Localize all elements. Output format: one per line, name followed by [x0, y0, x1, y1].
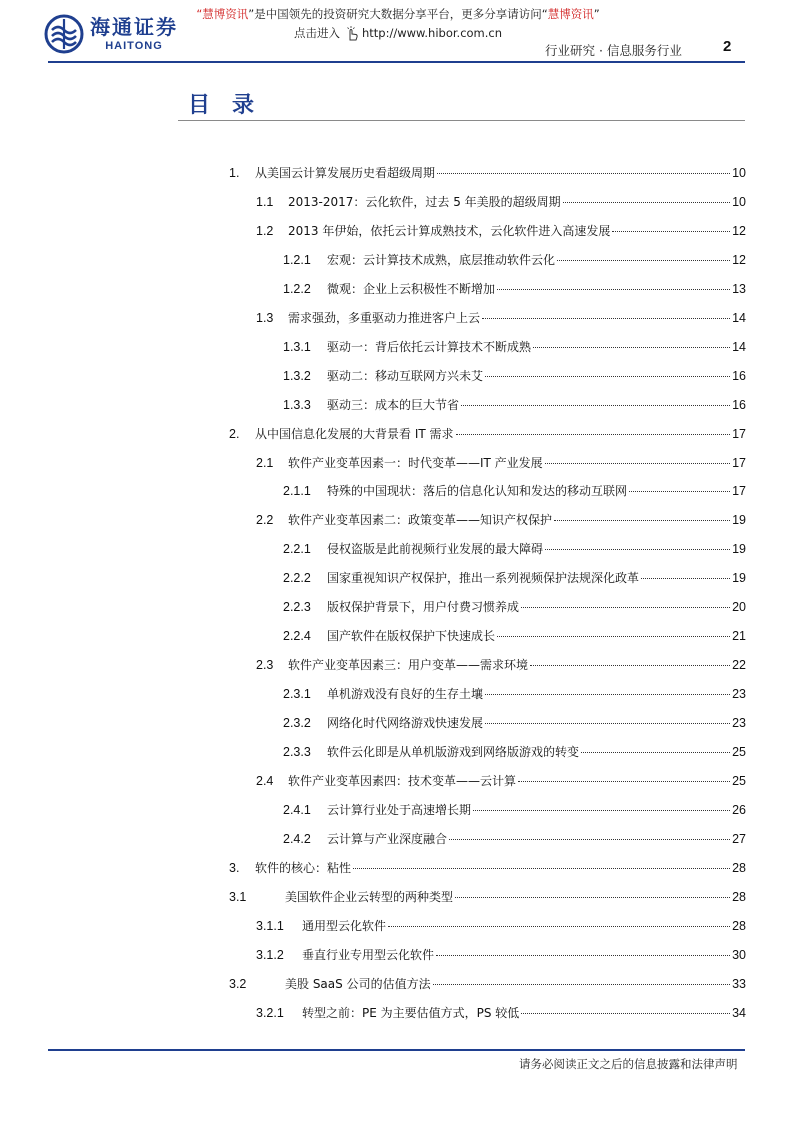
- toc-entry-page: 19: [732, 513, 746, 528]
- toc-entry-title: 驱动三：成本的巨大节省: [327, 397, 460, 412]
- logo-chinese-name: 海通证券: [90, 15, 178, 39]
- toc-entry[interactable]: [256, 656, 746, 678]
- toc-entry[interactable]: [256, 193, 746, 215]
- toc-entry-title: 云计算行业处于高速增长期: [327, 802, 472, 817]
- toc-entry[interactable]: [283, 367, 746, 389]
- toc-leader-dots: [485, 723, 730, 724]
- toc-leader-dots: [533, 347, 730, 348]
- toc-entry-title: 微观：企业上云积极性不断增加: [327, 281, 496, 296]
- toc-entry-page: 17: [732, 455, 746, 470]
- toc-entry[interactable]: [256, 309, 746, 331]
- toc-entry[interactable]: [283, 685, 746, 707]
- toc-leader-dots: [456, 434, 731, 435]
- toc-entry-title: 宏观：云计算技术成熟，底层推动软件云化: [327, 252, 556, 267]
- toc-entry[interactable]: [256, 917, 746, 939]
- toc-entry[interactable]: [283, 598, 746, 620]
- toc-entry[interactable]: [283, 743, 746, 765]
- toc-entry-title: 软件的核心：粘性: [255, 860, 352, 875]
- toc-leader-dots: [641, 578, 730, 579]
- toc-entry-number: 2.2.2: [283, 571, 311, 586]
- toc-entry[interactable]: [229, 164, 746, 186]
- report-section-label: 行业研究 · 信息服务行业: [545, 43, 682, 58]
- toc-entry-title: 从美国云计算发展历史看超级周期: [255, 166, 436, 180]
- page-number: 2: [723, 38, 732, 55]
- toc-entry[interactable]: [283, 801, 746, 823]
- toc-entry-page: 12: [732, 252, 746, 267]
- toc-entry-number: 2.1: [256, 455, 274, 470]
- toc-entry-page: 20: [732, 600, 746, 615]
- toc-entry-number: 2.4.1: [283, 802, 311, 817]
- link-prefix: 点击进入: [294, 26, 340, 40]
- toc-leader-dots: [497, 636, 730, 637]
- toc-entry-number: 2.3.3: [283, 745, 311, 759]
- banner-brand-2: 慧博资讯: [547, 7, 594, 21]
- toc-entry[interactable]: [283, 540, 746, 562]
- toc-entry[interactable]: [256, 511, 746, 533]
- toc-entry[interactable]: [283, 251, 746, 273]
- toc-entry-title: 软件产业变革因素四：技术变革——云计算: [288, 773, 517, 788]
- toc-entry[interactable]: [283, 482, 746, 504]
- toc-entry-page: 34: [732, 1005, 746, 1020]
- toc-entry-page: 10: [732, 194, 746, 209]
- toc-entry[interactable]: [256, 772, 746, 794]
- toc-leader-dots: [455, 897, 730, 898]
- toc-entry-title: 通用型云化软件: [302, 918, 387, 933]
- toc-leader-dots: [518, 781, 730, 782]
- toc-entry-page: 14: [732, 339, 746, 354]
- toc-entry-number: 2.4: [256, 773, 274, 788]
- toc-entry-page: 26: [732, 802, 746, 817]
- toc-entry[interactable]: [283, 830, 746, 852]
- toc-entry-number: 1.3.2: [283, 368, 311, 383]
- toc-entry-number: 2.2.4: [283, 629, 311, 644]
- toc-entry[interactable]: [256, 222, 746, 244]
- toc-entry[interactable]: [229, 425, 746, 447]
- toc-leader-dots: [482, 318, 730, 319]
- toc-leader-dots: [433, 984, 731, 985]
- toc-entry-page: 28: [732, 860, 746, 875]
- toc-entry[interactable]: [256, 946, 746, 968]
- toc-entry-number: 2.3.2: [283, 716, 311, 731]
- toc-entry-number: 1.2.2: [283, 281, 311, 296]
- toc-leader-dots: [521, 607, 730, 608]
- toc-leader-dots: [629, 491, 730, 492]
- toc-leader-dots: [461, 405, 730, 406]
- toc-entry-title: 美国软件企业云转型的两种类型: [285, 889, 454, 904]
- banner-text: ”是中国领先的投资研究大数据分享平台，更多分享请访问“: [248, 7, 548, 21]
- toc-entry-number: 3.1.2: [256, 947, 284, 962]
- toc-entry-title: 美股 SaaS 公司的估值方法: [285, 976, 431, 991]
- toc-leader-dots: [521, 1013, 730, 1014]
- link-url[interactable]: http://www.hibor.com.cn: [362, 26, 503, 40]
- toc-leader-dots: [612, 231, 730, 232]
- toc-entry-page: 30: [732, 947, 746, 962]
- banner-brand: 慧博资讯: [202, 7, 249, 21]
- toc-entry-title: 云计算与产业深度融合: [327, 831, 448, 846]
- toc-entry-title: 单机游戏没有良好的生存土壤: [327, 687, 484, 702]
- toc-entry-page: 28: [732, 918, 746, 933]
- toc-entry-number: 1.3.3: [283, 397, 311, 412]
- toc-leader-dots: [497, 289, 730, 290]
- toc-entry-page: 17: [732, 484, 746, 499]
- toc-title: 目录: [188, 93, 277, 118]
- toc-entry-title: 转型之前：PE 为主要估值方式，PS 较低: [302, 1005, 520, 1020]
- toc-entry[interactable]: [229, 859, 746, 881]
- toc-leader-dots: [437, 173, 730, 174]
- toc-entry-title: 垂直行业专用型云化软件: [302, 947, 435, 962]
- toc-entry-number: 2.2.1: [283, 542, 311, 557]
- toc-entry-page: 17: [732, 426, 746, 441]
- toc-entry-title: 软件产业变革因素二：政策变革——知识产权保护: [288, 513, 553, 528]
- toc-entry-number: 1.2: [256, 223, 274, 238]
- toc-entry-title: 软件产业变革因素一：时代变革——IT 产业发展: [288, 455, 543, 470]
- toc-leader-dots: [388, 926, 730, 927]
- toc-leader-dots: [485, 694, 730, 695]
- toc-entry-number: 2.2.3: [283, 600, 311, 615]
- toc-entry-title: 软件云化即是从单机版游戏到网络版游戏的转变: [327, 745, 580, 759]
- toc-entry-page: 19: [732, 542, 746, 557]
- toc-entry-number: 1.2.1: [283, 252, 311, 267]
- toc-entry[interactable]: [283, 569, 746, 591]
- toc-leader-dots: [545, 549, 730, 550]
- toc-leader-dots: [545, 463, 730, 464]
- toc-entry-number: 2.1.1: [283, 484, 311, 499]
- toc-entry-title: 需求强劲，多重驱动力推进客户上云: [288, 310, 481, 325]
- toc-entry-number: 2.3: [256, 658, 274, 673]
- toc-entry-title: 特殊的中国现状：落后的信息化认知和发达的移动互联网: [327, 484, 628, 499]
- toc-entry[interactable]: [283, 627, 746, 649]
- toc-entry[interactable]: [283, 280, 746, 302]
- toc-entry-page: 25: [732, 745, 746, 759]
- toc-entry-title: 国家重视知识产权保护，推出一系列视频保护法规深化政革: [327, 571, 640, 586]
- toc-leader-dots: [449, 839, 730, 840]
- toc-entry-number: 3.1: [229, 889, 247, 904]
- toc-entry-title: 国产软件在版权保护下快速成长: [327, 629, 496, 644]
- banner-quote-close: ”: [593, 7, 600, 21]
- toc-entry-number: 3.2.1: [256, 1005, 284, 1020]
- toc-entry-number: 2.: [229, 426, 240, 441]
- toc-entry-page: 16: [732, 397, 746, 412]
- toc-entry[interactable]: [256, 454, 746, 476]
- toc-entry[interactable]: [229, 975, 746, 997]
- toc-entry[interactable]: [283, 338, 746, 360]
- toc-leader-dots: [353, 868, 730, 869]
- toc-entry-title: 网络化时代网络游戏快速发展: [327, 716, 484, 731]
- toc-entry-number: 2.4.2: [283, 831, 311, 846]
- toc-entry[interactable]: [256, 1004, 746, 1026]
- toc-entry-page: 12: [732, 223, 746, 238]
- toc-leader-dots: [436, 955, 730, 956]
- toc-entry-page: 19: [732, 571, 746, 586]
- toc-leader-dots: [485, 376, 730, 377]
- toc-entry-number: 3.2: [229, 976, 247, 991]
- toc-entry-number: 3.: [229, 860, 240, 875]
- toc-entry-page: 25: [732, 773, 746, 788]
- toc-entry-number: 1.: [229, 166, 240, 180]
- toc-entry-page: 33: [732, 976, 746, 991]
- toc-entry[interactable]: [229, 888, 746, 910]
- toc-entry-page: 21: [732, 629, 746, 644]
- toc-entry-number: 3.1.1: [256, 918, 284, 933]
- toc-entry-title: 版权保护背景下，用户付费习惯养成: [327, 600, 520, 615]
- logo-english-name: HAITONG: [105, 40, 163, 52]
- toc-leader-dots: [473, 810, 730, 811]
- toc-entry-title: 驱动一：背后依托云计算技术不断成熟: [327, 339, 532, 354]
- toc-entry-page: 16: [732, 368, 746, 383]
- toc-entry-page: 22: [732, 658, 746, 673]
- toc-entry-page: 14: [732, 310, 746, 325]
- toc-entry-title: 2013 年伊始，依托云计算成熟技术，云化软件进入高速发展: [288, 223, 611, 238]
- toc-entry[interactable]: [283, 714, 746, 736]
- toc-leader-dots: [554, 520, 730, 521]
- toc-entry-title: 软件产业变革因素三：用户变革——需求环境: [288, 658, 529, 673]
- toc-entry-page: 13: [732, 281, 746, 296]
- toc-leader-dots: [557, 260, 730, 261]
- toc-entry-title: 从中国信息化发展的大背景看 IT 需求: [255, 426, 454, 441]
- footer-disclaimer: 请务必阅读正文之后的信息披露和法律声明: [519, 1057, 738, 1071]
- toc-entry-page: 23: [732, 687, 746, 702]
- footer-divider: [48, 1049, 745, 1051]
- toc-entry-page: 10: [732, 166, 746, 180]
- toc-entry-number: 2.3.1: [283, 687, 311, 702]
- banner-quote-open: “: [196, 7, 203, 21]
- toc-leader-dots: [563, 202, 730, 203]
- toc-entry-title: 侵权盗版是此前视频行业发展的最大障碍: [327, 542, 544, 557]
- toc-entry-number: 1.1: [256, 194, 274, 209]
- toc-entry-title: 驱动二：移动互联网方兴未艾: [327, 368, 484, 383]
- toc-entry-number: 1.3: [256, 310, 274, 325]
- toc-entry-page: 23: [732, 716, 746, 731]
- toc-leader-dots: [530, 665, 730, 666]
- toc-entry-page: 28: [732, 889, 746, 904]
- toc-entry-number: 2.2: [256, 513, 274, 528]
- toc-entry-page: 27: [732, 831, 746, 846]
- toc-entry-title: 2013-2017：云化软件，过去 5 年美股的超级周期: [288, 194, 561, 209]
- toc-leader-dots: [581, 752, 730, 753]
- toc-entry[interactable]: [283, 396, 746, 418]
- toc-entry-number: 1.3.1: [283, 339, 311, 354]
